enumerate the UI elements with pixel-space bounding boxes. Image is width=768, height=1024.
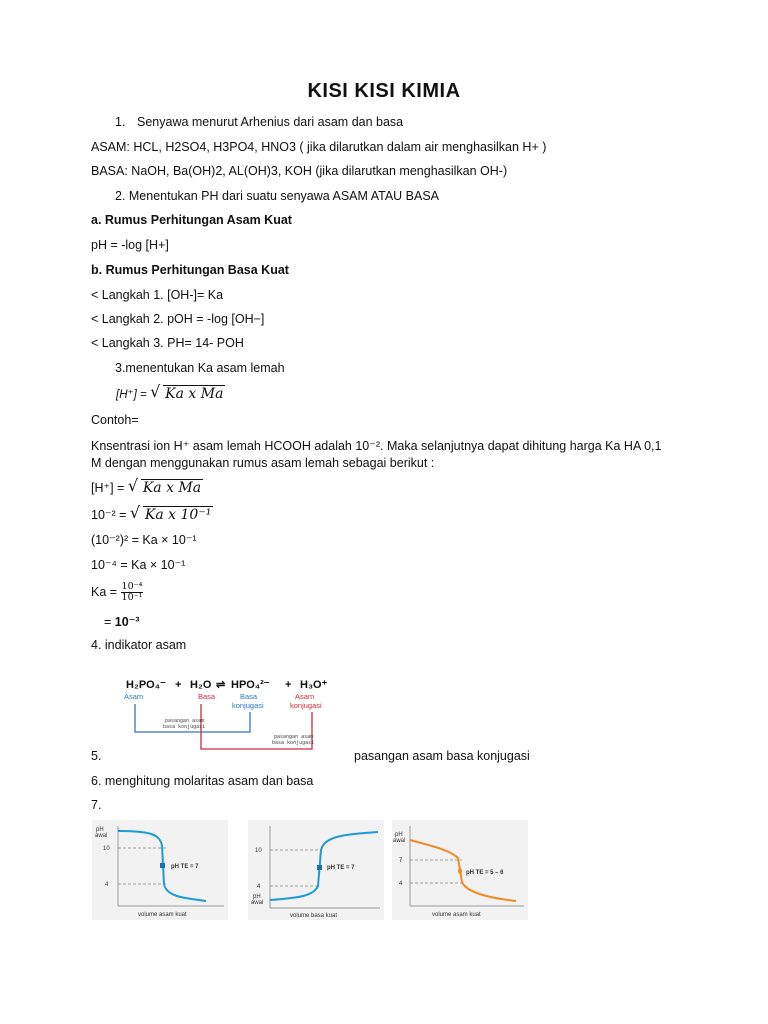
calc-4: 10⁻⁴ = Ka × 10⁻¹	[91, 558, 186, 572]
radical	[129, 503, 213, 524]
sqrt-icon: √	[129, 503, 141, 522]
calc-6	[104, 614, 139, 629]
calc1-lhs: [H⁺] =	[91, 481, 125, 495]
equilibrium-arrow: ⇌	[216, 679, 226, 691]
heading-b: b. Rumus Perhitungan Basa Kuat	[91, 263, 289, 277]
fraction-numerator: 10⁻⁴	[121, 581, 143, 592]
formula-lhs: [H⁺] =	[116, 389, 147, 401]
radical	[127, 476, 203, 497]
ylabel-top2: awal	[393, 838, 406, 844]
ylabel-top: pH	[395, 832, 403, 838]
item1-number: 1.	[115, 115, 126, 129]
tick-low: 4	[399, 881, 403, 887]
contoh-label: Contoh=	[91, 413, 139, 427]
label-asam-konj-1: Asam	[295, 692, 315, 701]
species-1: H₂PO₄⁻	[126, 679, 166, 691]
step-2: < Langkah 2. pOH = -log [OH−]	[91, 312, 265, 326]
label-asam: Asam	[124, 692, 144, 701]
tick-low: 4	[257, 884, 261, 890]
plus-2: +	[285, 679, 292, 691]
heading-a: a. Rumus Perhitungan Asam Kuat	[91, 213, 292, 227]
paragraph-line-2: M dengan menggunakan rumus asam lemah sebagai berikut :	[91, 456, 435, 470]
equivalence-point-marker	[317, 865, 322, 870]
pair-label-2b: basa konjugasi	[272, 740, 315, 746]
plus-1: +	[175, 679, 182, 691]
item3: 3.menentukan Ka asam lemah	[115, 361, 285, 375]
ylabel-top: pH	[96, 827, 104, 833]
titration-curve-1	[92, 820, 228, 920]
pair-label-1b: basa konjugasi	[163, 724, 206, 730]
species-2: H₂O	[190, 679, 212, 691]
page-title: KISI KISI KIMIA	[307, 80, 461, 102]
calc-5	[91, 582, 143, 603]
label-basa-konj-2: konjugasi	[232, 701, 264, 710]
calc-1	[91, 476, 203, 497]
te-label: pH TE = 5 – 6	[466, 870, 504, 876]
step-1: < Langkah 1. [OH-]= Ka	[91, 288, 224, 302]
basa-line: BASA: NaOH, Ba(OH)2, AL(OH)3, KOH (jika dilarutkan menghasilkan OH-)	[91, 164, 508, 178]
calc6-value: 10⁻³	[114, 615, 140, 629]
species-4: H₃O⁺	[300, 679, 328, 691]
species-3: HPO₄²⁻	[231, 679, 270, 691]
label-asam-konj-2: konjugasi	[290, 701, 322, 710]
item5-number: 5.	[91, 749, 102, 763]
x-axis-label: volume asam kuat	[432, 912, 481, 918]
conjugate-pair-diagram	[110, 668, 350, 753]
label-basa: Basa	[198, 692, 216, 701]
titration-curve-3	[392, 820, 528, 920]
calc2-lhs: 10⁻² =	[91, 508, 127, 522]
calc6-eq: =	[104, 615, 112, 629]
calc-2	[91, 503, 213, 524]
radicand: Ka x Ma	[165, 386, 224, 402]
item4: 4. indikator asam	[91, 638, 187, 652]
equivalence-point-marker	[458, 868, 462, 874]
te-label: pH TE = 7	[171, 864, 199, 870]
ylabel-bottom2: awal	[251, 900, 264, 906]
x-axis-label: volume asam kuat	[138, 912, 187, 918]
sqrt-icon: √	[127, 476, 139, 495]
x-axis-label: volume basa kuat	[290, 913, 338, 919]
ylabel-bottom: pH	[253, 894, 261, 900]
calc-3: (10⁻²)² = Ka × 10⁻¹	[91, 533, 197, 547]
sqrt-icon: √	[150, 382, 161, 401]
item2: 2. Menentukan PH dari suatu senyawa ASAM ATAU BASA	[115, 189, 440, 203]
equivalence-point-marker	[160, 863, 165, 868]
step-3: < Langkah 3. PH= 14- POH	[91, 336, 244, 350]
label-basa-konj-1: Basa	[240, 692, 258, 701]
radicand: Ka x 10⁻¹	[144, 507, 212, 523]
tick-high: 10	[103, 846, 110, 852]
titration-curve-2	[248, 820, 384, 920]
calc5-lhs: Ka =	[91, 584, 118, 599]
item6: 6. menghitung molaritas asam dan basa	[91, 774, 314, 788]
ph-formula: pH = -log [H+]	[91, 238, 169, 252]
tick-high: 10	[255, 848, 262, 854]
pair-label-1a: pasangan asam	[165, 718, 205, 724]
fraction	[121, 582, 144, 603]
fraction-denominator: 10⁻¹	[121, 592, 143, 603]
ylabel-top2: awal	[95, 833, 108, 839]
ka-formula	[116, 382, 225, 403]
item5-text: pasangan asam basa konjugasi	[354, 749, 530, 763]
tick-low: 4	[105, 882, 109, 888]
radical	[150, 382, 225, 403]
radicand: Ka x Ma	[142, 480, 202, 496]
item7: 7.	[91, 798, 102, 812]
te-label: pH TE = 7	[327, 865, 355, 871]
pair-label-2a: pasangan asam	[274, 734, 314, 740]
asam-line: ASAM: HCL, H2SO4, H3PO4, HNO3 ( jika dilarutkan dalam air menghasilkan H+ )	[91, 140, 547, 154]
item1-text: Senyawa menurut Arhenius dari asam dan basa	[137, 115, 404, 129]
paragraph-line-1: Knsentrasi ion H⁺ asam lemah HCOOH adalah 10⁻². Maka selanjutnya dapat dihitung harga Ka HA 0,1	[91, 439, 662, 453]
tick-high: 7	[399, 858, 403, 864]
